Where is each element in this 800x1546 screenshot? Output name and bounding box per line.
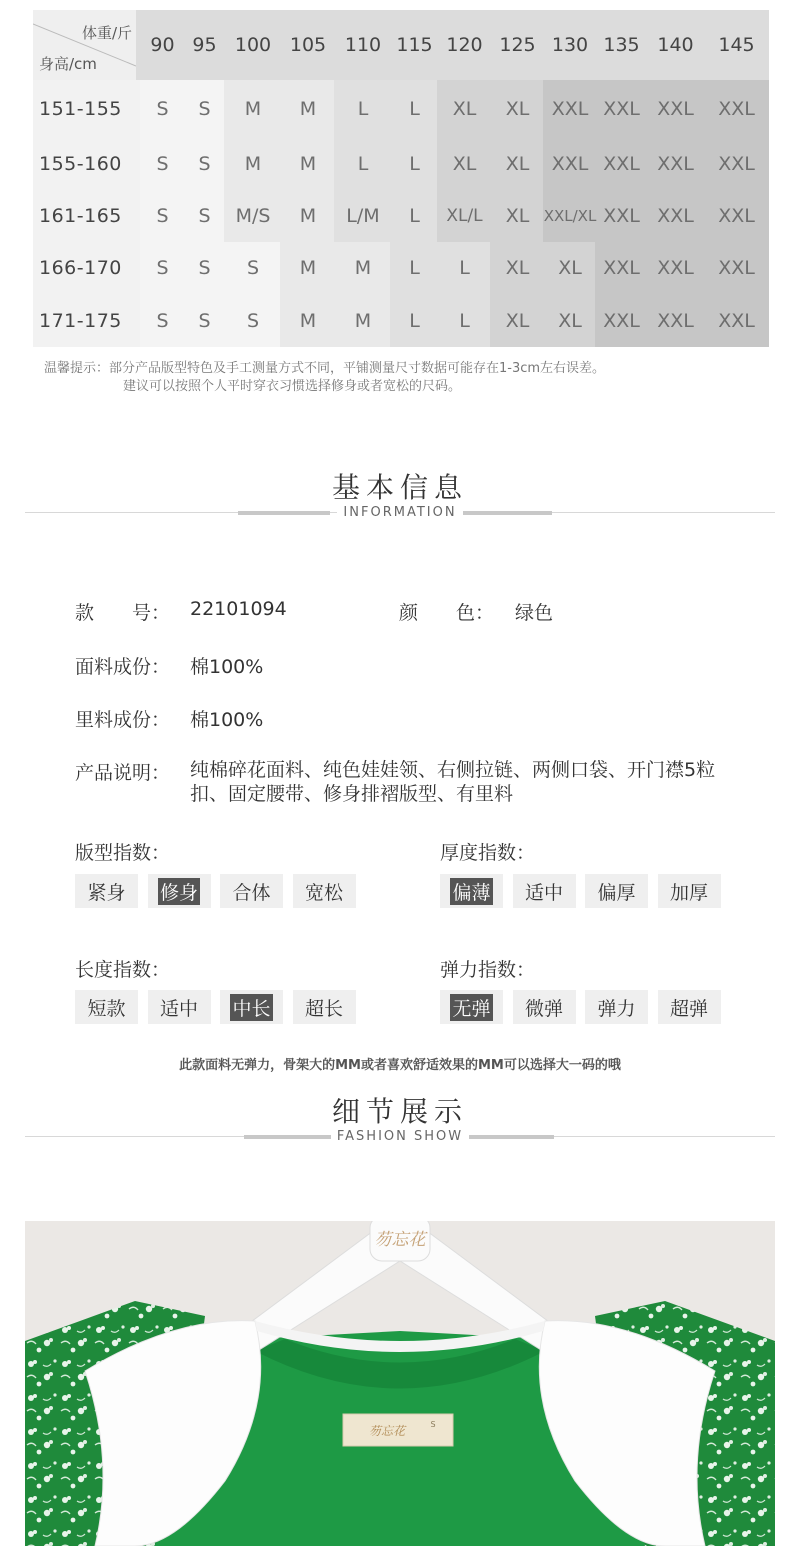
desc-label: 产品说明： bbox=[75, 762, 171, 784]
size-cell: M bbox=[244, 98, 262, 120]
size-cell: S bbox=[198, 98, 211, 120]
size-cell: M bbox=[354, 257, 372, 279]
size-cell: L bbox=[357, 153, 369, 175]
info-subtitle-text: INFORMATION bbox=[337, 505, 462, 520]
size-cell: XXL bbox=[551, 98, 589, 120]
size-cell: M bbox=[299, 98, 317, 120]
fit-option-label: 紧身 bbox=[87, 881, 126, 904]
size-cell: L bbox=[409, 205, 420, 227]
size-cell: XL bbox=[505, 309, 530, 332]
size-cell: M bbox=[299, 309, 317, 332]
size-cell: XXL bbox=[657, 205, 694, 227]
size-tip-line1: 温馨提示：部分产品版型特色及手工测量方式不同，平铺测量尺寸数据可能存在1-3cm左右误差。 bbox=[44, 361, 606, 376]
fit-option bbox=[148, 874, 211, 908]
fabric-value: 棉100% bbox=[190, 656, 264, 678]
thickness-option-label: 偏薄 bbox=[450, 878, 492, 905]
fit-option bbox=[75, 874, 138, 908]
length-option-label: 超长 bbox=[304, 997, 343, 1020]
size-cell: XL bbox=[505, 257, 530, 279]
size-cell: S bbox=[246, 309, 260, 332]
size-cell: M bbox=[299, 153, 317, 175]
length-option-label: 适中 bbox=[159, 997, 198, 1020]
color-value: 绿色 bbox=[515, 602, 554, 624]
size-cell: XXL bbox=[551, 153, 589, 175]
size-cell: XL bbox=[558, 257, 582, 279]
lining-label: 里料成份： bbox=[75, 709, 171, 731]
size-cell: S bbox=[198, 257, 211, 279]
thickness-option-label: 偏厚 bbox=[597, 881, 636, 904]
detail-section-title: 细节展示 bbox=[331, 1095, 468, 1128]
weight-header-cell: 120 bbox=[446, 34, 483, 56]
thickness-index-label: 厚度指数： bbox=[440, 842, 536, 864]
length-option-label: 短款 bbox=[87, 997, 126, 1020]
weight-header-cell: 100 bbox=[234, 34, 272, 56]
fabric-label: 面料成份： bbox=[75, 656, 171, 678]
desc-value: 纯棉碎花面料、纯色娃娃领、右侧拉链、两侧口袋、开门襟5粒扣、固定腰带、修身排褶版型、有里料 bbox=[190, 759, 716, 805]
weight-header-cell: 135 bbox=[603, 34, 640, 56]
weight-header-cell: 110 bbox=[344, 34, 382, 56]
size-cell: L/M bbox=[346, 205, 380, 227]
thickness-option-label: 适中 bbox=[524, 881, 563, 904]
length-option bbox=[293, 990, 356, 1024]
size-cell: XXL bbox=[718, 205, 755, 227]
weight-header-cell: 105 bbox=[289, 34, 327, 56]
height-row-label: 166-170 bbox=[39, 257, 122, 279]
size-cell: M bbox=[354, 309, 372, 332]
length-option bbox=[220, 990, 283, 1024]
style-no-value: 22101094 bbox=[190, 598, 287, 620]
weight-header-cell: 145 bbox=[718, 34, 755, 56]
size-cell: S bbox=[198, 309, 211, 332]
size-cell: S bbox=[156, 309, 169, 332]
product-detail-photo bbox=[25, 1221, 775, 1546]
size-cell: L bbox=[357, 98, 369, 120]
weight-header-cell: 125 bbox=[499, 34, 536, 56]
size-cell: M/S bbox=[235, 205, 271, 227]
elasticity-option-label: 超弹 bbox=[669, 997, 708, 1020]
size-cell: S bbox=[156, 257, 169, 279]
height-row-label: 155-160 bbox=[39, 153, 122, 175]
size-cell: M bbox=[299, 205, 317, 227]
size-cell: XXL bbox=[657, 309, 694, 332]
elasticity-option bbox=[440, 990, 503, 1024]
size-cell: XXL bbox=[603, 153, 640, 175]
tag-brand: 芴忘花 bbox=[368, 1424, 406, 1438]
size-table bbox=[33, 10, 769, 347]
length-option-label: 中长 bbox=[230, 994, 272, 1021]
length-option bbox=[148, 990, 211, 1024]
info-section-title: 基本信息 bbox=[331, 471, 468, 504]
style-no-label: 款 号： bbox=[75, 602, 171, 624]
size-cell: XXL bbox=[603, 309, 640, 332]
fabric-note: 此款面料无弹力，骨架大的MM或者喜欢舒适效果的MM可以选择大一码的哦 bbox=[179, 1058, 621, 1073]
size-cell: M bbox=[244, 153, 262, 175]
weight-header-cell: 95 bbox=[192, 34, 217, 56]
size-cell: XXL bbox=[657, 98, 694, 120]
elasticity-option bbox=[658, 990, 721, 1024]
size-cell: L bbox=[409, 153, 420, 175]
weight-header-cell: 115 bbox=[396, 34, 433, 56]
length-option bbox=[75, 990, 138, 1024]
size-cell: S bbox=[246, 257, 260, 279]
elasticity-option-label: 弹力 bbox=[597, 997, 636, 1020]
size-cell: S bbox=[156, 153, 169, 175]
size-cell: XXL bbox=[657, 257, 694, 279]
size-cell: XXL/XL bbox=[543, 207, 597, 225]
size-cell: M bbox=[299, 257, 317, 279]
elasticity-option bbox=[513, 990, 576, 1024]
weight-header-cell: 90 bbox=[150, 34, 175, 56]
detail-section-subtitle bbox=[0, 1129, 800, 1144]
size-cell: XL bbox=[505, 153, 530, 175]
size-cell: XXL bbox=[718, 309, 755, 332]
fit-index-label: 版型指数： bbox=[75, 842, 171, 864]
size-cell: L bbox=[409, 309, 420, 332]
weight-header-cell: 130 bbox=[551, 34, 589, 56]
size-cell: XL bbox=[452, 98, 477, 120]
thickness-option bbox=[658, 874, 721, 908]
fit-option-label: 合体 bbox=[232, 881, 271, 904]
size-cell: L bbox=[459, 257, 470, 279]
size-cell: XXL bbox=[603, 98, 640, 120]
size-cell: L bbox=[459, 309, 470, 332]
size-cell: XL bbox=[452, 153, 477, 175]
weight-axis-label: 体重/斤 bbox=[81, 24, 132, 42]
thickness-option bbox=[513, 874, 576, 908]
lining-value: 棉100% bbox=[190, 709, 264, 731]
elasticity-option-label: 无弹 bbox=[450, 994, 492, 1021]
size-tip bbox=[44, 360, 605, 396]
height-row-label: 171-175 bbox=[39, 309, 122, 332]
size-cell: XXL bbox=[718, 257, 755, 279]
size-tip-line2: 建议可以按照个人平时穿衣习惯选择修身或者宽松的尺码。 bbox=[123, 379, 462, 394]
height-row-label: 161-165 bbox=[39, 205, 122, 227]
fit-option-label: 宽松 bbox=[304, 881, 343, 904]
tag-size: S bbox=[430, 1420, 436, 1429]
color-label: 颜 色： bbox=[399, 602, 495, 624]
thickness-option-label: 加厚 bbox=[669, 881, 708, 904]
fit-option-label: 修身 bbox=[158, 878, 200, 905]
size-cell: XXL bbox=[603, 205, 640, 227]
size-cell: XL bbox=[558, 309, 582, 332]
fit-option bbox=[293, 874, 356, 908]
info-section-subtitle bbox=[0, 505, 800, 520]
size-cell: S bbox=[156, 205, 169, 227]
elasticity-option-label: 微弹 bbox=[524, 997, 563, 1020]
table-corner-header bbox=[33, 10, 136, 80]
size-cell: S bbox=[156, 98, 169, 120]
thickness-option bbox=[585, 874, 648, 908]
size-cell: XXL bbox=[718, 98, 755, 120]
thickness-option bbox=[440, 874, 503, 908]
size-cell: XXL bbox=[603, 257, 640, 279]
size-cell: L bbox=[409, 257, 420, 279]
elasticity-index-label: 弹力指数： bbox=[440, 959, 536, 981]
size-cell: S bbox=[198, 205, 211, 227]
size-cell: XL bbox=[505, 205, 530, 227]
size-cell: L bbox=[409, 98, 420, 120]
hanger-brand: 芴忘花 bbox=[374, 1230, 426, 1250]
size-cell: XL/L bbox=[446, 206, 483, 226]
weight-header-cell: 140 bbox=[657, 34, 694, 56]
size-cell: XL bbox=[505, 98, 530, 120]
elasticity-option bbox=[585, 990, 648, 1024]
size-cell: S bbox=[198, 153, 211, 175]
height-row-label: 151-155 bbox=[39, 98, 122, 120]
height-axis-label: 身高/cm bbox=[39, 55, 97, 73]
detail-subtitle-text: FASHION SHOW bbox=[331, 1129, 469, 1144]
dress-collar-illustration bbox=[25, 1221, 775, 1546]
size-cell: XXL bbox=[718, 153, 755, 175]
size-cell: XXL bbox=[657, 153, 694, 175]
fit-option bbox=[220, 874, 283, 908]
length-index-label: 长度指数： bbox=[75, 959, 171, 981]
